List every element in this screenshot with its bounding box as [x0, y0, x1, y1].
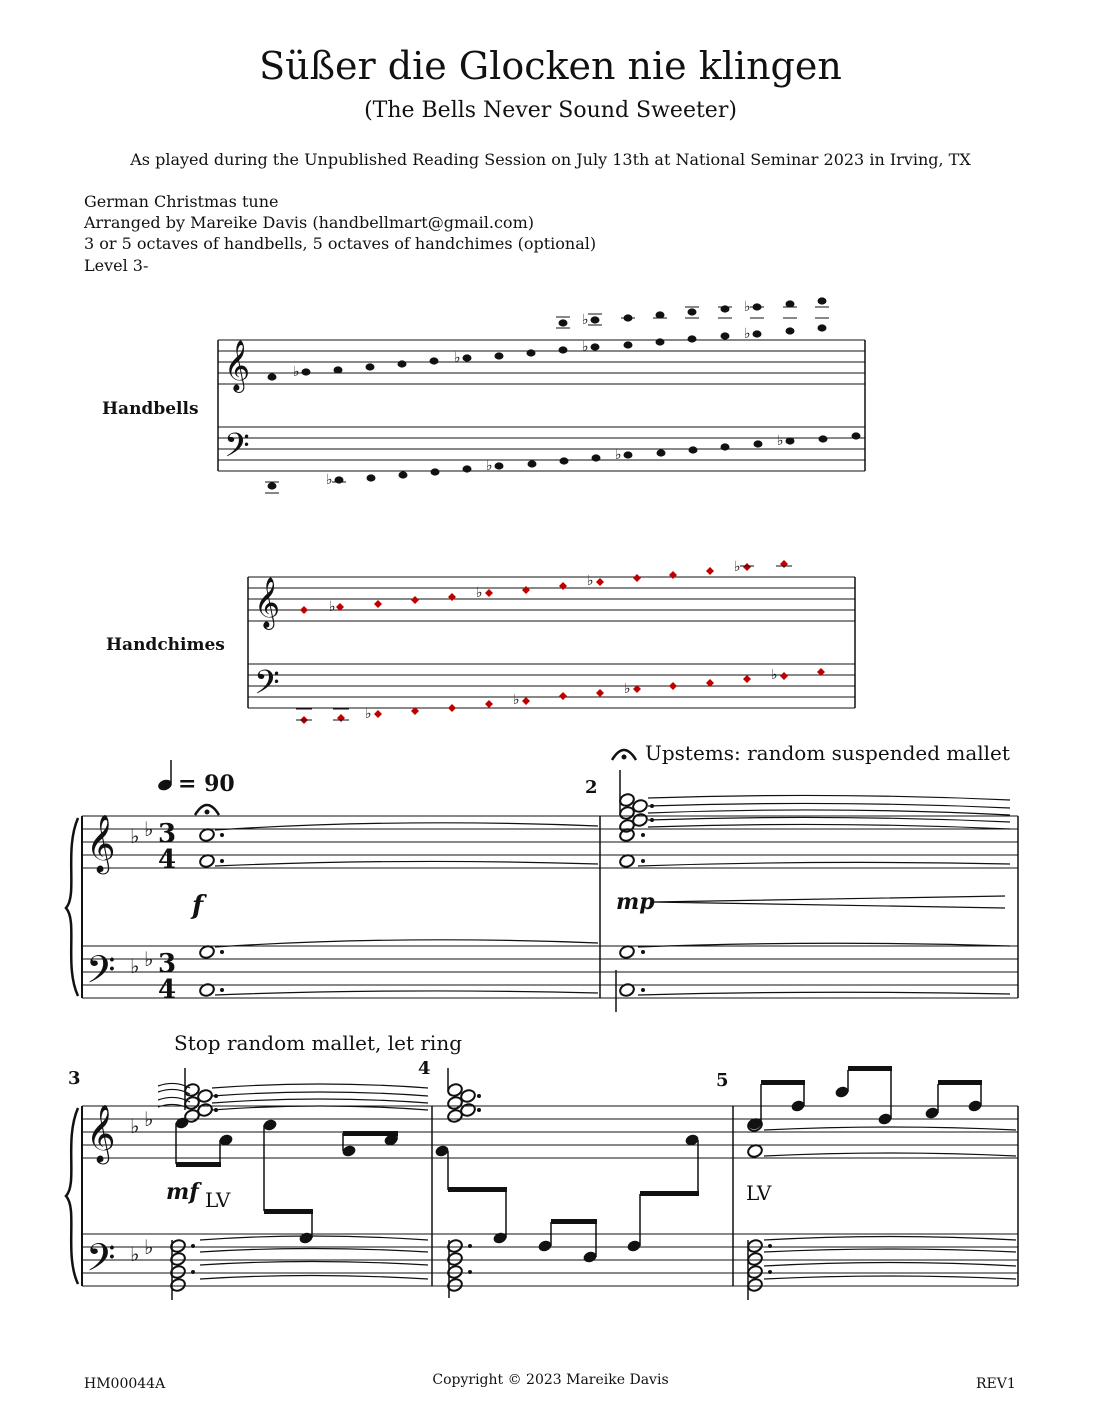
bass-clef-icon	[254, 664, 280, 710]
svg-text:♭: ♭	[777, 433, 784, 449]
measure-number: 3	[68, 1068, 81, 1089]
lv-mark: LV	[205, 1188, 231, 1212]
origin-text: German Christmas tune	[84, 192, 279, 211]
treble-clef-icon: 𝄞	[86, 814, 116, 872]
handchimes-notes	[300, 560, 825, 724]
crescendo-hairpin	[652, 896, 1005, 908]
revision: REV1	[976, 1376, 1016, 1392]
svg-text:♭: ♭	[130, 824, 140, 848]
time-sig-bottom-bass: 4	[158, 975, 177, 1005]
svg-text:𝄞: 𝄞	[224, 340, 251, 391]
svg-text:♭: ♭	[582, 339, 589, 355]
dynamic-mf: mf	[166, 1179, 199, 1205]
svg-text:♭: ♭	[365, 706, 372, 722]
catalog-number: HM00044A	[84, 1376, 166, 1392]
fermata-icon	[612, 750, 636, 760]
svg-text:♭: ♭	[144, 1235, 154, 1259]
svg-text:♭: ♭	[486, 458, 493, 474]
svg-text:♭: ♭	[734, 559, 741, 575]
svg-text:♭: ♭	[130, 1114, 140, 1138]
treble-clef-icon: 𝄞	[86, 1104, 116, 1162]
tempo-number: = 90	[178, 771, 235, 797]
fermata-icon	[195, 805, 219, 815]
upstems-instruction: Upstems: random suspended mallet	[645, 741, 1010, 765]
measure-number: 4	[418, 1058, 431, 1079]
svg-text:♭: ♭	[582, 312, 589, 328]
handbells-label: Handbells	[102, 399, 199, 419]
tempo-mark	[157, 760, 235, 797]
dynamic-mp: mp	[616, 889, 655, 915]
bass-clef-icon: 𝄢	[86, 947, 116, 1001]
svg-text:♭: ♭	[326, 472, 333, 488]
svg-text:♭: ♭	[744, 326, 751, 342]
time-sig-top: 3	[158, 819, 177, 849]
svg-text:♭: ♭	[329, 599, 336, 615]
handbells-notes	[268, 297, 861, 489]
time-sig-top-bass: 3	[158, 949, 177, 979]
svg-text:♭: ♭	[615, 447, 622, 463]
system-1	[66, 816, 1018, 998]
measure-number: 2	[585, 777, 598, 798]
handchimes-range-chart	[248, 577, 855, 708]
page-title: Süßer die Glocken nie klingen	[259, 44, 842, 88]
svg-text:♭: ♭	[771, 667, 778, 683]
svg-text:♭: ♭	[144, 947, 154, 971]
svg-text:♭: ♭	[144, 817, 154, 841]
svg-text:♭: ♭	[476, 585, 483, 601]
handbells-range-chart	[218, 340, 865, 471]
performance-note: As played during the Unpublished Reading Session on July 13th at National Seminar 2023 in Irving, TX	[130, 150, 971, 169]
page-subtitle: (The Bells Never Sound Sweeter)	[364, 98, 737, 123]
svg-text:♭: ♭	[744, 299, 751, 315]
treble-clef-icon	[224, 340, 250, 393]
time-sig-bottom: 4	[158, 845, 177, 875]
svg-text:♭: ♭	[293, 364, 300, 380]
handchimes-label: Handchimes	[106, 635, 225, 655]
svg-text:♭: ♭	[130, 954, 140, 978]
svg-text:𝄢: 𝄢	[254, 664, 280, 710]
instrumentation-text: 3 or 5 octaves of handbells, 5 octaves of handchimes (optional)	[84, 234, 597, 253]
bass-clef-icon: 𝄢	[86, 1235, 116, 1289]
svg-text:𝄢: 𝄢	[224, 427, 250, 473]
svg-text:♭: ♭	[130, 1242, 140, 1266]
svg-text:♭: ♭	[624, 681, 631, 697]
svg-text:♭: ♭	[587, 573, 594, 589]
svg-text:𝄞: 𝄞	[254, 577, 281, 628]
stop-instruction: Stop random mallet, let ring	[174, 1031, 463, 1055]
arranger-text: Arranged by Mareike Davis (handbellmart@gmail.com)	[84, 213, 534, 232]
bass-clef-icon	[224, 427, 250, 473]
dynamic-f: f	[192, 891, 204, 921]
level-text: Level 3-	[84, 256, 149, 275]
measure-number: 5	[716, 1070, 729, 1091]
svg-text:♭: ♭	[454, 350, 461, 366]
svg-text:♭: ♭	[513, 692, 520, 708]
treble-clef-icon	[254, 577, 280, 630]
copyright: Copyright © 2023 Mareike Davis	[432, 1372, 669, 1388]
lv-mark: LV	[746, 1181, 772, 1205]
svg-text:♭: ♭	[144, 1107, 154, 1131]
